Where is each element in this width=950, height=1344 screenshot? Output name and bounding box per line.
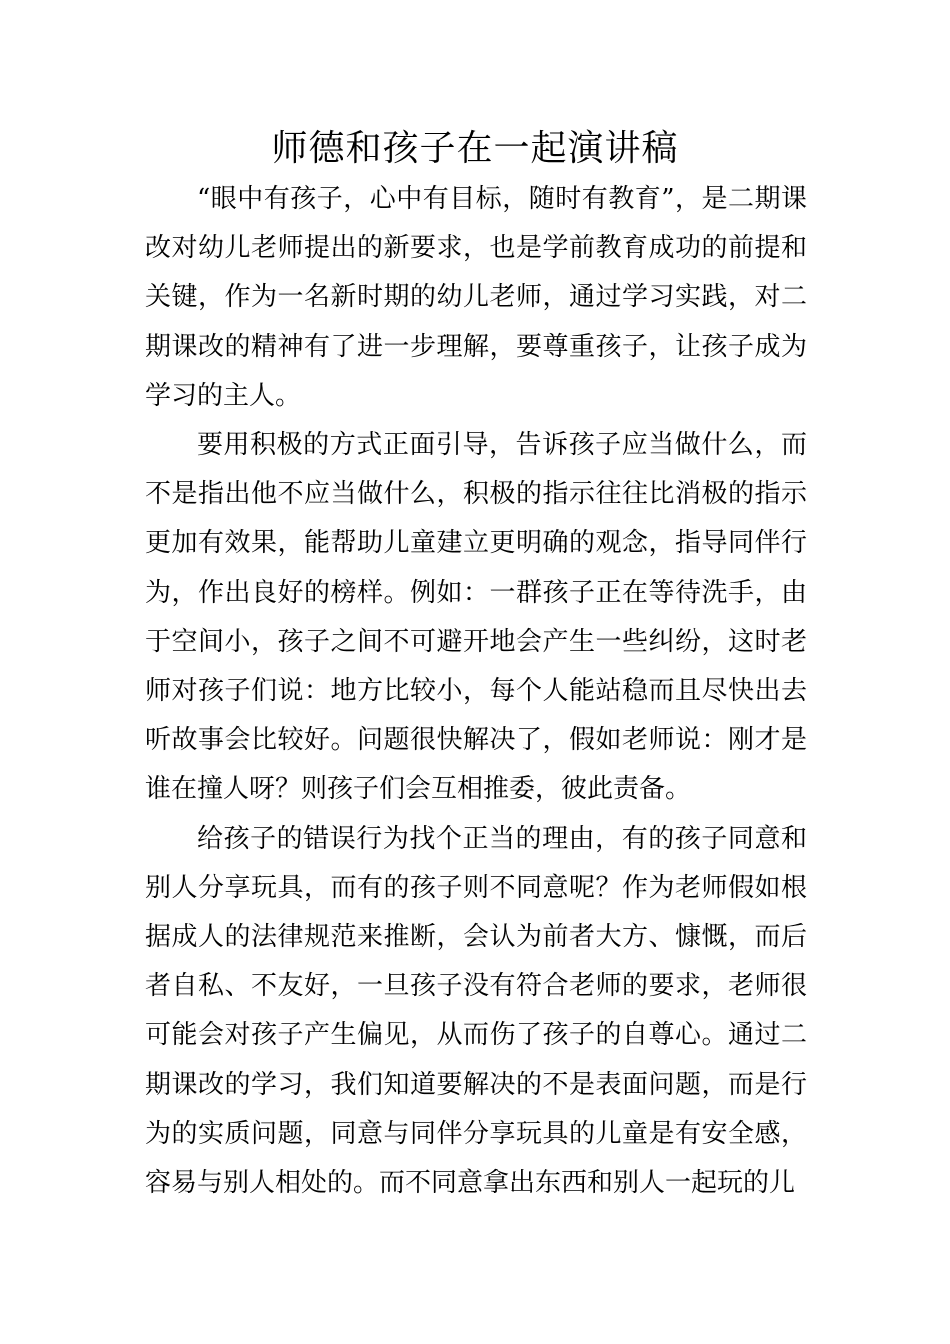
document-body	[145, 175, 807, 1208]
document-title: 师德和孩子在一起演讲稿	[271, 128, 679, 169]
paragraph: 要用积极的方式正面引导，告诉孩子应当做什么，而不是指出他不应当做什么，积极的指示往往比消极的指示更加有效果，能帮助儿童建立更明确的观念，指导同伴行为，作出良好的榜样。例如：一群孩子正在等待洗手，由于空间小，孩子之间不可避开地会产生一些纠纷，这时老师对孩子们说：地方比较小，每个人能站稳而且尽快出去听故事会比较好。问题很快解决了，假如老师说：刚才是谁在撞人呀？则孩子们会互相推委，彼此责备。	[145, 430, 807, 805]
paragraph: 给孩子的错误行为找个正当的理由，有的孩子同意和别人分享玩具，而有的孩子则不同意呢？作为老师假如根据成人的法律规范来推断，会认为前者大方、慷慨，而后者自私、不友好，一旦孩子没有符合老师的要求，老师很可能会对孩子产生偏见，从而伤了孩子的自尊心。通过二期课改的学习，我们知道要解决的不是表面问题，而是行为的实质问题，同意与同伴分享玩具的儿童是有安全感，容易与别人相处的。而不同意拿出东西和别人一起玩的儿	[145, 823, 807, 1199]
paragraph: “眼中有孩子，心中有目标，随时有教育”，是二期课改对幼儿老师提出的新要求，也是学前教育成功的前提和关键，作为一名新时期的幼儿老师，通过学习实践，对二期课改的精神有了进一步理解，要尊重孩子，让孩子成为学习的主人。	[145, 184, 807, 411]
